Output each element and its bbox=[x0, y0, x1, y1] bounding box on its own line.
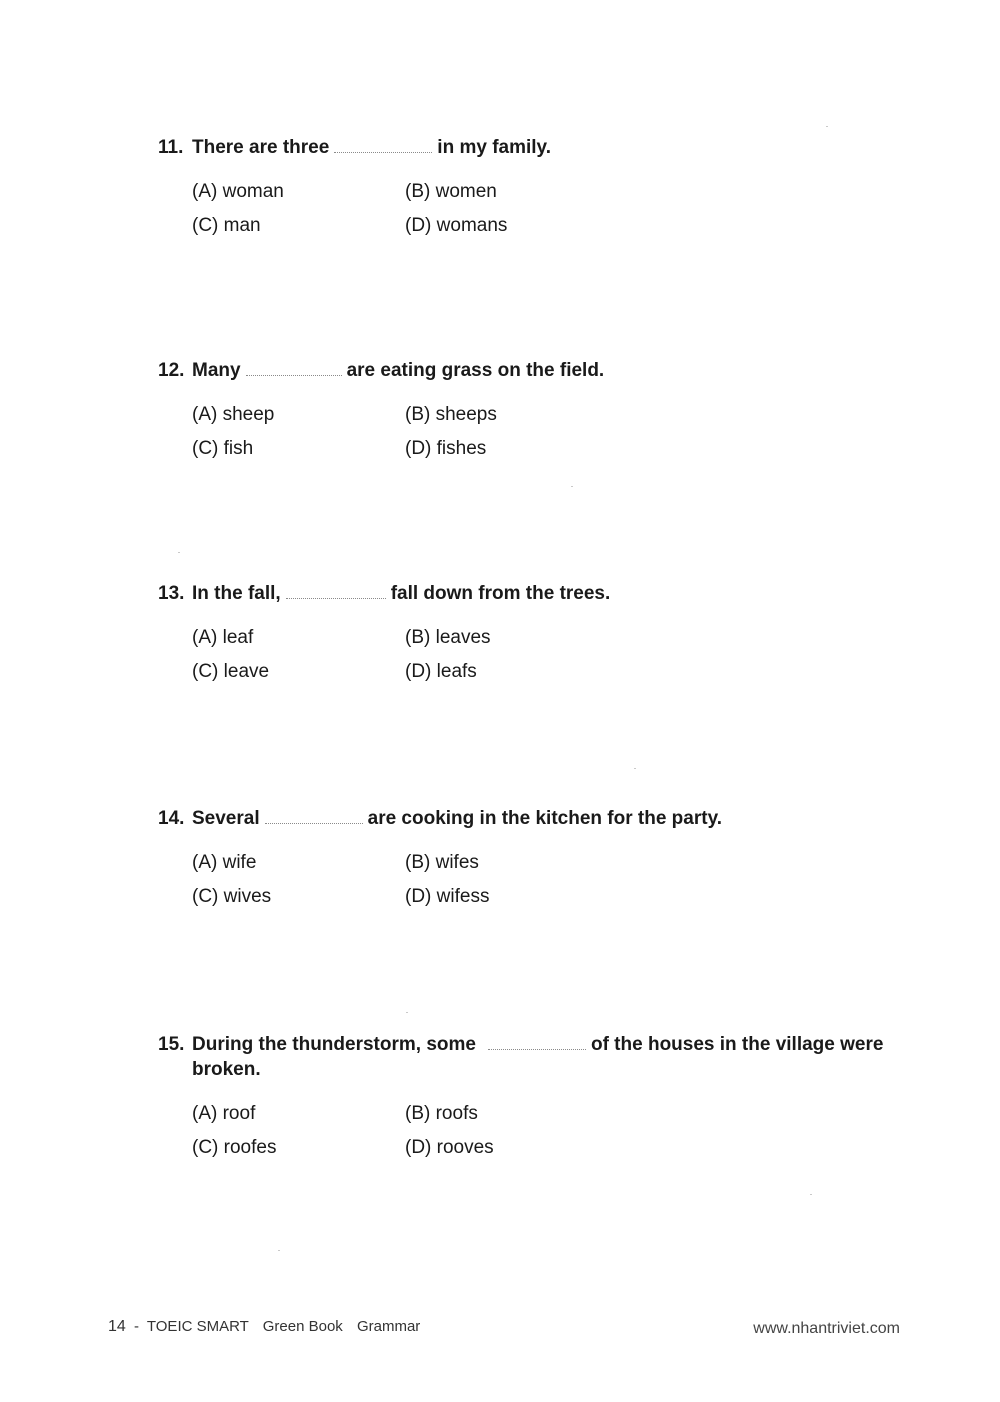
book-name: Green Book bbox=[262, 1318, 343, 1335]
scan-speck bbox=[278, 1250, 280, 1251]
choice-d[interactable]: (D) wifess bbox=[405, 886, 490, 907]
scan-speck bbox=[634, 768, 636, 769]
website-url: www.nhantriviet.com bbox=[753, 1320, 900, 1337]
footer-book-info bbox=[108, 1318, 420, 1336]
stem-text-before: In the fall, bbox=[192, 583, 281, 604]
choice-c[interactable]: (C) wives bbox=[192, 886, 272, 907]
choice-list bbox=[192, 180, 918, 237]
scan-speck bbox=[810, 1194, 812, 1195]
scan-speck bbox=[406, 1012, 408, 1013]
question-stem bbox=[158, 1032, 918, 1082]
stem-text-before: Several bbox=[192, 808, 260, 829]
question-number: 12. bbox=[158, 360, 185, 381]
scan-speck bbox=[826, 126, 828, 127]
question-14 bbox=[158, 806, 918, 908]
choice-list bbox=[192, 851, 918, 908]
choice-c[interactable]: (C) man bbox=[192, 215, 261, 236]
series-name: TOEIC SMART bbox=[146, 1318, 249, 1335]
stem-text-before: During the thunderstorm, some bbox=[192, 1034, 476, 1055]
question-stem bbox=[158, 358, 918, 383]
choice-c[interactable]: (C) roofes bbox=[192, 1137, 277, 1158]
choice-c[interactable]: (C) leave bbox=[192, 661, 270, 682]
choice-b[interactable]: (B) wifes bbox=[405, 852, 479, 873]
answer-blank bbox=[334, 138, 432, 153]
footer-separator: - bbox=[133, 1318, 139, 1335]
question-15 bbox=[158, 1032, 918, 1159]
choice-a[interactable]: (A) wife bbox=[192, 852, 257, 873]
stem-text-before: Many bbox=[192, 360, 241, 381]
question-stem bbox=[158, 806, 918, 831]
stem-text-before: There are three bbox=[192, 137, 330, 158]
choice-d[interactable]: (D) womans bbox=[405, 215, 508, 236]
answer-blank bbox=[246, 361, 342, 376]
choice-list bbox=[192, 1102, 918, 1159]
stem-text-after: fall down from the trees. bbox=[390, 583, 611, 604]
question-number: 14. bbox=[158, 808, 185, 829]
answer-blank bbox=[488, 1035, 586, 1050]
answer-blank bbox=[286, 584, 386, 599]
question-number: 15. bbox=[158, 1034, 185, 1055]
page-number: 14 bbox=[108, 1318, 126, 1335]
question-stem bbox=[158, 581, 918, 606]
question-number: 13. bbox=[158, 583, 185, 604]
subject-name: Grammar bbox=[356, 1318, 421, 1335]
scan-speck bbox=[178, 552, 180, 553]
answer-blank bbox=[265, 809, 363, 824]
question-number: 11. bbox=[158, 137, 184, 158]
question-stem bbox=[158, 135, 918, 160]
stem-text-after: are eating grass on the field. bbox=[346, 360, 605, 381]
choice-a[interactable]: (A) roof bbox=[192, 1103, 256, 1124]
choice-d[interactable]: (D) fishes bbox=[405, 438, 487, 459]
choice-a[interactable]: (A) leaf bbox=[192, 627, 254, 648]
stem-text-after: of the houses in the village were broken. bbox=[192, 1034, 884, 1080]
choice-d[interactable]: (D) rooves bbox=[405, 1137, 494, 1158]
choice-a[interactable]: (A) woman bbox=[192, 181, 284, 202]
choice-c[interactable]: (C) fish bbox=[192, 438, 254, 459]
choice-list bbox=[192, 626, 918, 683]
choice-a[interactable]: (A) sheep bbox=[192, 404, 275, 425]
choice-b[interactable]: (B) women bbox=[405, 181, 497, 202]
choice-b[interactable]: (B) leaves bbox=[405, 627, 491, 648]
choice-d[interactable]: (D) leafs bbox=[405, 661, 477, 682]
stem-text-after: are cooking in the kitchen for the party. bbox=[367, 808, 723, 829]
scan-speck bbox=[571, 486, 573, 487]
question-13 bbox=[158, 581, 918, 683]
choice-list bbox=[192, 403, 918, 460]
choice-b[interactable]: (B) sheeps bbox=[405, 404, 497, 425]
question-12 bbox=[158, 358, 918, 460]
question-11 bbox=[158, 135, 918, 237]
stem-text-after: in my family. bbox=[437, 137, 551, 158]
choice-b[interactable]: (B) roofs bbox=[405, 1103, 478, 1124]
